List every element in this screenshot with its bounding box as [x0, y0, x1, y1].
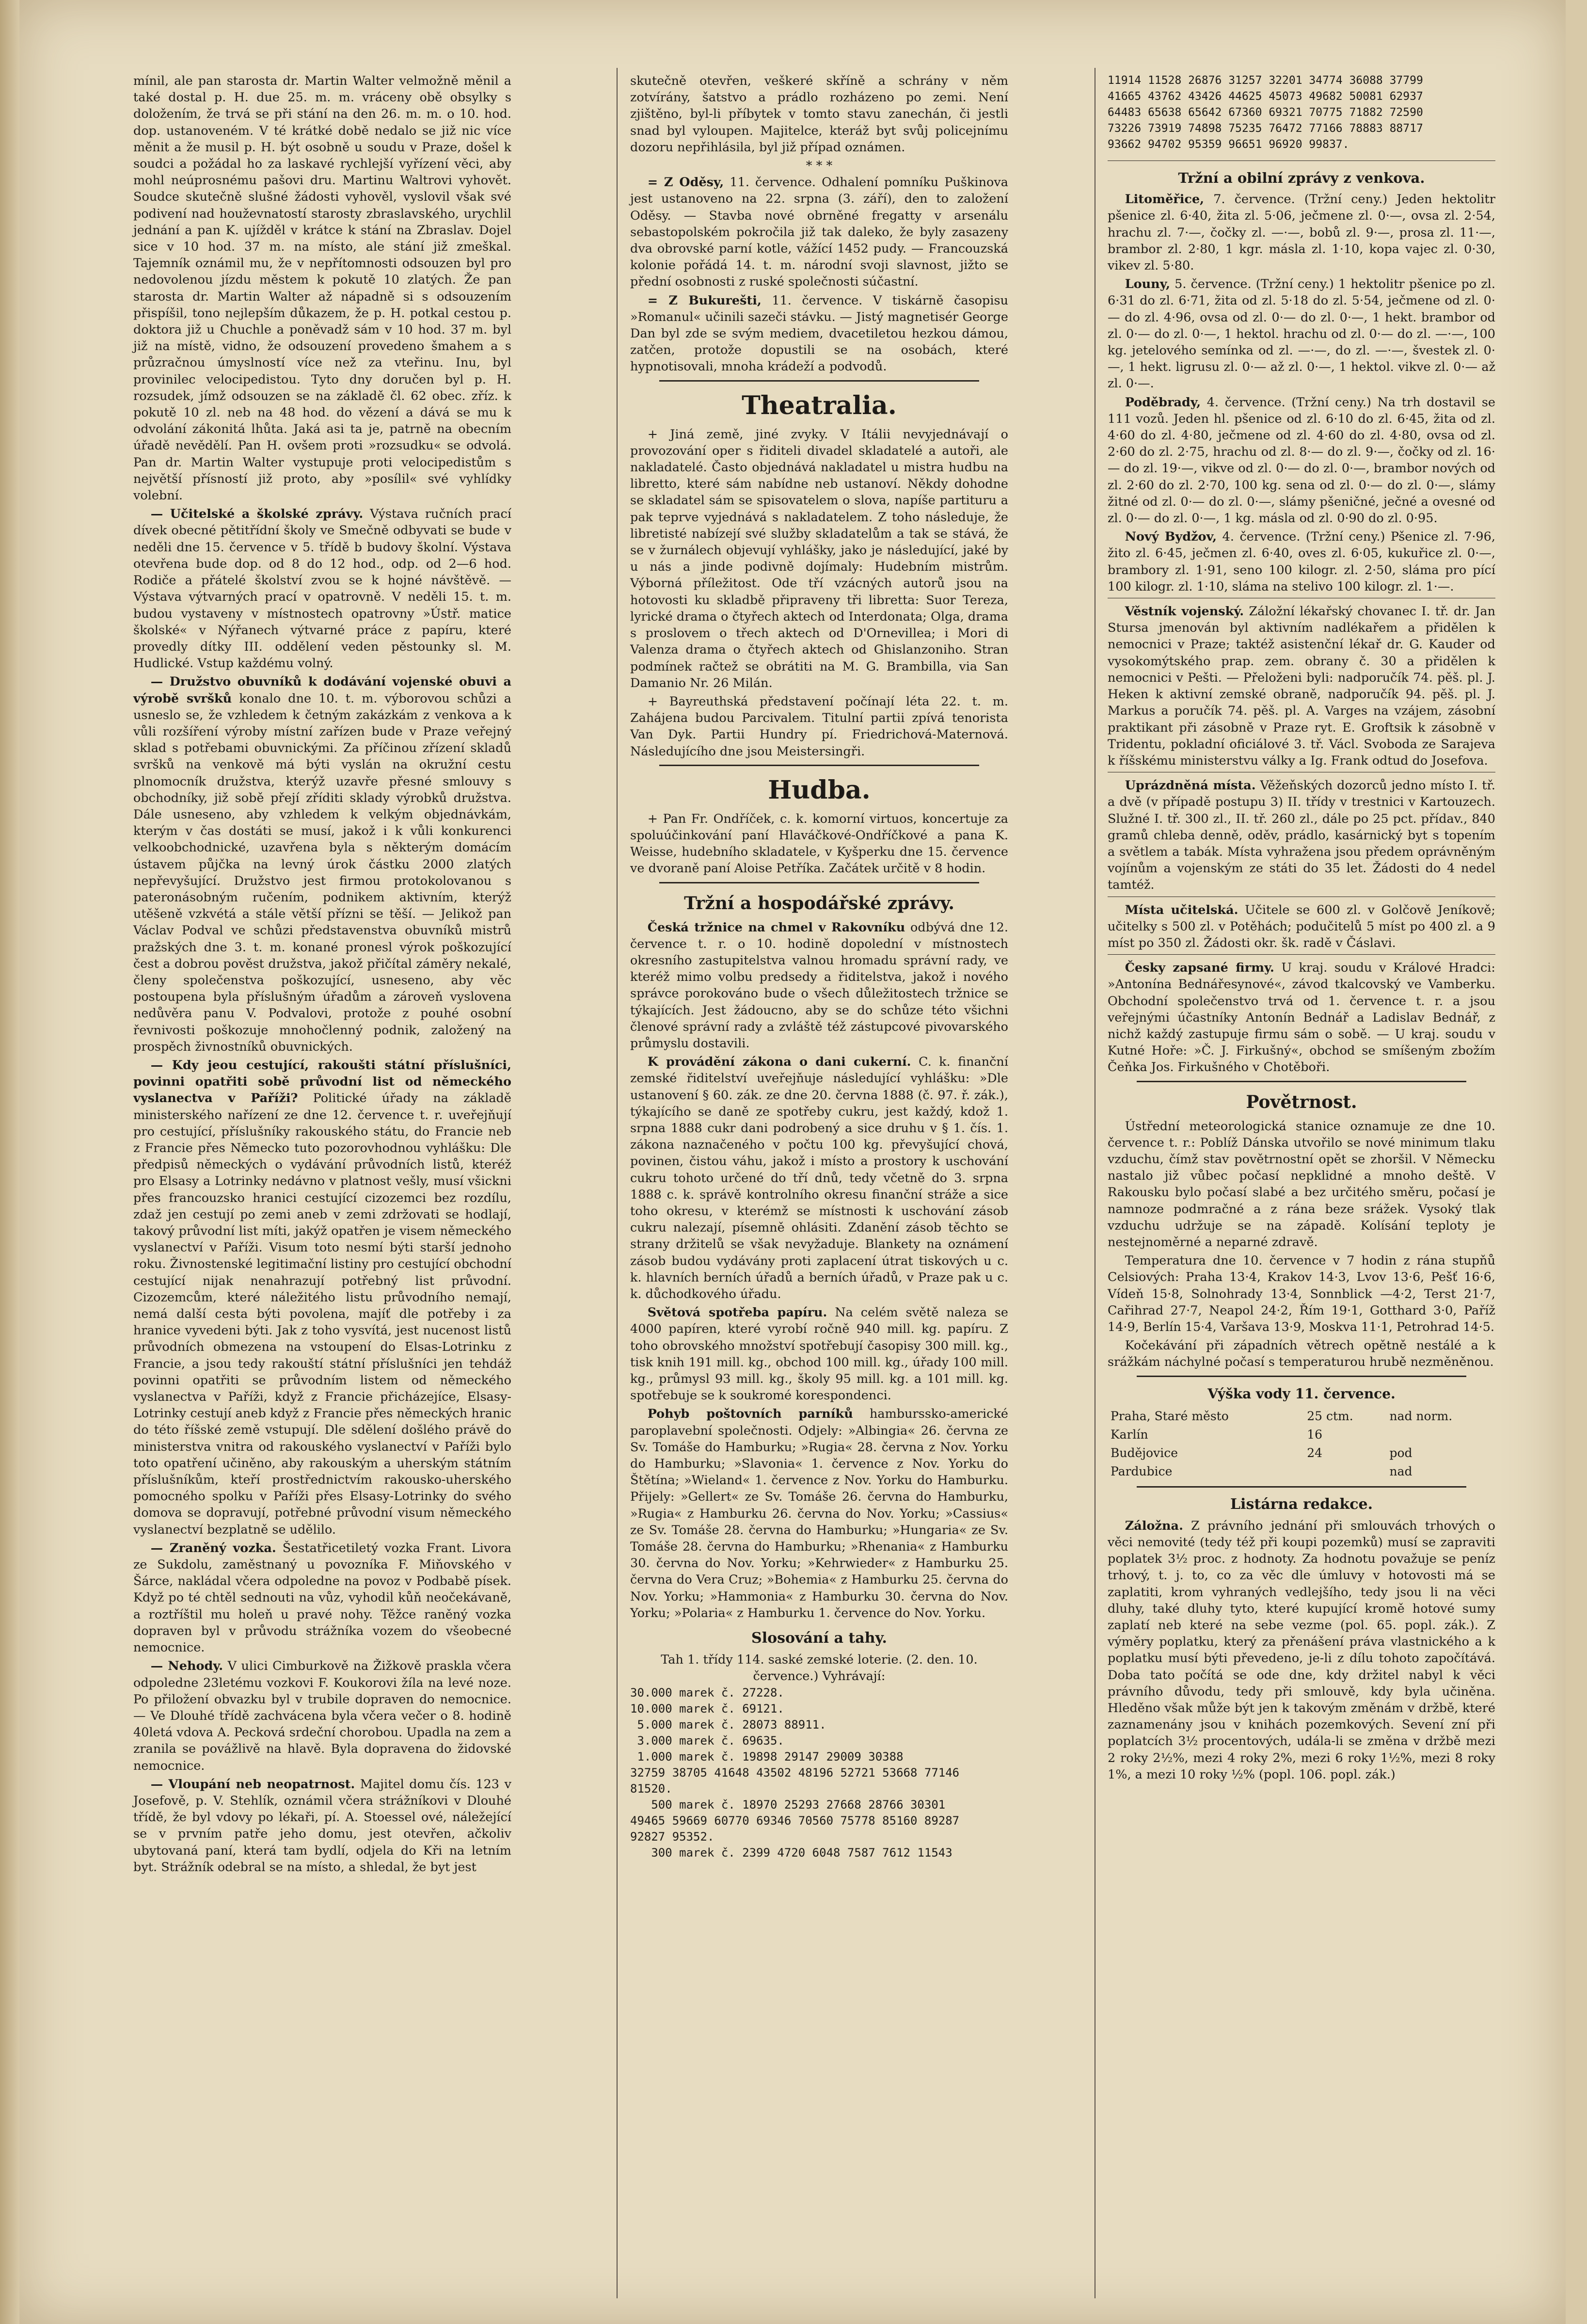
section-divider: [659, 882, 979, 883]
theatre-item: + Jiná země, jiné zvyky. V Itálii nevyjednávají o provozování oper s řiditeli divadel skladatelé a autoři, ale nakladatelé. Často objednává nakladatel u mistra hudbu na libretto, které sám nabídne neb ustanoví. Někdy dohodne se skladatel sám se spisovatelem o slova, napíše partituru a pak teprve vyjednává s nakladatelem. Z toho následuje, že libretisté nabízejí své služby skladatelům a tak se stává, že se v žurnálech objevují vyhlášky, jako je následující, jaké by u nás a jinde podivně dojímaly: Hudebním mistrům. Výborná příležitost. Ode tří vzácných autorů jsou na hotovosti ku skladbě připraveny tři libretta: Suor Tereza, lyrické drama o čtyřech aktech od Interdonata; Olga, drama s proslovem o třech aktech od D'Ornevillea; i Mori di Valenza drama o čtyřech aktech od Ghislanzoniho. Stran podmínek račtež se obrátiti na M. G. Brambilla, via San Damanio Nr. 26 Milán.: [630, 427, 1008, 690]
teacher-posts-text: Učitele se 600 zl. v Golčově Jeníkově; učitelky s 500 zl. v Potěhách; podučitelů 5 míst po 400 zl. a 9 míst po 350 zl. Žádosti okr. šk. radě v Čáslavi.: [1108, 902, 1495, 950]
music-item: + Pan Fr. Ondříček, c. k. komorní virtuos, koncertuje za spoluúčinkování paní Hlaváčkové-Ondříčkové a pana K. Weisse, hudebního skladatele, v Kyšperku dne 15. července ve dvoraně paní Aloise Petříka. Začátek určitě v 8 hodin.: [630, 811, 1008, 876]
news-item-head: — Nehody.: [150, 1659, 223, 1674]
news-item-text: V ulici Cimburkově na Žižkově praskla včera odpoledne 23letému vozkovi F. Koukorovi žíla na levé noze. Po přiložení obvazku byl v trubile dopraven do nemocnice. — Ve Dlouhé třídě zachvácena byla včera večer o 8. hodině 40letá vdova A. Pecková srdeční chorobou. Upadla na zem a zranila se povážlivě na hlavě. Byla dopravena do židovské nemocnice.: [133, 1659, 511, 1773]
market-item: [1108, 529, 1495, 595]
news-item: [133, 506, 511, 672]
section-title-slosovani: Slosování a tahy.: [751, 1630, 887, 1647]
news-item-head: — Učitelské a školské zprávy.: [150, 507, 364, 522]
table-cell: [1304, 1462, 1386, 1481]
news-item: [630, 1406, 1008, 1621]
section-title-listarna: Listárna redakce.: [1230, 1495, 1373, 1513]
table-cell: 24: [1307, 1446, 1323, 1460]
letter-reply: [1108, 1518, 1495, 1783]
news-item-text: 11. července. Odhalení pomníku Puškinova jest ustanoveno na 22. srpna (3. září), den to založení Oděsy. — Stavba nové obrněné fregatty v arsenálu sebastopolském pokročila již tak daleko, že byly zasazeny dva obrovské parní kotle, vážící 1452 pudy. — Francouzská kolonie pořádá 14. t. m. národní svoji slavnost, jižto se přední osobnosti z ruské společnosti súčastní.: [630, 175, 1008, 289]
water-level-table: [1108, 1407, 1495, 1481]
column-3: [1108, 73, 1495, 1785]
article-paragraph: mínil, ale pan starosta dr. Martin Walter velmožně měnil a také dostal p. H. due 25. m. m. vráceny obě obsylky s doložením, že trvá se při stání na den 26. m. m. o 10. hod. dop. ustanoveném. V té krátké době nedalo se již nic více měnit a že musil p. H. být osobně u soudu v Praze, došel k soudci a požádal ho za laskavé rychlejší vyřízení věci, aby mohl neúprosnému pašovi dru. Martinu Waltrovi vyhovět. Soudce skutečně slušné žádosti vyhověl, vyslovil však své podivení nad houževnatostí starosty zbraslavského, urychlil jednání a pan K. ujížděl v krátce k stání na Zbraslav. Dojel sice v 10 hod. 37 m. na místo, ale stání již zmeškal. Tajemník oznámil mu, že v nepřítomnosti odsouzen byl pro nedovolenou jízdu městem k pokutě 10 zlatých. Že pan starosta dr. Martin Walter až nápadně si s odsouzením přispíšil, tono nejlepším důkazem, že p. H. potkal cestou p. doktora již u Chuchle a poněvadž sám v 10 hod. 37 m. byl již na místě, vidno, že odsouzení provedeno šmahem a s průzračnou úmyslností více než za vteřinu. Inu, byl provinilec velocipedistou. Tyto dny doručen byl p. H. rozsudek, jímž odsouzen se na základě čl. 62 obec. zříz. k pokutě 10 zl. neb na 48 hod. do vězení a dává se mu k odvolání zákonitá lhůta. Jaká asi ta je, patrně na obecním úřadě nevědělí. Pan H. ovšem proti »rozsudku« se odvolá. Pan dr. Martin Walter vystupuje proti velocipedistům s největší přísností již proto, aby »posílil« své vyhlídky volební.: [133, 74, 511, 503]
news-item-text: Šestatřicetiletý vozka Frant. Livora ze Sukdolu, zaměstnaný u povozníka F. Miňovského v Šárce, nakládal včera odpoledne na povoz v Podbabě písek. Když po té chtěl sednouti na vůz, vyhodil kůň neočekávaně, a roztříštil mu holeň u pravé nohy. Těžce raněný vozka dopraven byl v průvodu strážníka vozem do všeobecné nemocnice.: [133, 1540, 511, 1655]
market-item-head: Poděbrady,: [1125, 395, 1201, 410]
section-divider: [1137, 1081, 1466, 1082]
registered-firms-head: Česky zapsané firmy.: [1125, 961, 1274, 976]
news-item: [630, 292, 1008, 375]
news-item: [133, 673, 511, 1055]
vacancies-text: Věžeňských dozorců jedno místo I. tř. a dvě (v případě postupu 3) II. třídy v trestnici v Kartouzech. Služné I. tř. 300 zl., II. tř. 260 zl., dále po 25 pct. přídav., 840 gramů chleba denně, oděv, prádlo, kasárnický byt s topením a světlem a tabák. Místa vyhražena jsou předem oprávněným vojínům a vojenským ze státi do 35 let. Žádosti do 4 nedel tamtéž.: [1108, 778, 1495, 893]
news-item: [630, 919, 1008, 1052]
table-cell: Praha, Staré město: [1111, 1409, 1229, 1423]
news-item-text: hamburssko-americké paroplavební společnosti. Odjely: »Albingia« 26. června ze Sv. Tomáše do Hamburku; »Rugia« 28. června z Nov. Yorku do Hamburku; »Slavonia« 1. července z Nov. Yorku do Štětína; »Wieland« 1. července z Nov. Yorku do Hamburku. Přijely: »Gellert« ze Sv. Tomáše 26. června do Hamburku, »Rugia« z Hamburku 26. června do Nov. Yorku; »Cassius« ze Sv. Tomáše 28. června do Hamburku; »Hungaria« ze Sv. Tomáše 28. června do Hamburku; »Rhenania« z Hamburku 30. června do Nov. Yorku; »Kehrwieder« z Hamburku 25. června do Vera Cruz; »Bohemia« z Hamburku 25. června do Nov. Yorku; »Hammonia« z Hamburku 30. června do Nov. Yorku; »Polaria« z Hamburku 1. července do Nov. Yorku.: [630, 1407, 1008, 1620]
teacher-posts-head: Místa učitelská.: [1125, 902, 1238, 917]
section-title-weather: Povětrnost.: [1246, 1091, 1357, 1112]
news-item-text: Výstava ručních prací dívek obecné pětitřídní školy ve Smečně odbyvati se bude v neděli dne 15. července v 5. třídě b budovy školní. Výstava otevřena bude dop. od 8 do 12 hod., odp. od 2—6 hod. Rodiče a přátelé školství zvou se k hojné návštěvě. — Výstava výtvarných prací v opatrovně. V neděli 15. t. m. budou vystaveny v místnostech opatrovny »Ústř. matice školské« v Nýřanech výtvarné práce z papíru, které provedly dítky III. oddělení veden pěstounky sl. M. Hudlické. Vstup každému volný.: [133, 507, 511, 671]
section-divider: [1108, 954, 1495, 955]
news-item-head: Světová spotřeba papíru.: [647, 1305, 827, 1320]
table-cell: nad norm.: [1389, 1409, 1453, 1423]
section-title-hudba: Hudba.: [768, 775, 871, 805]
section-divider: [659, 765, 979, 766]
news-item: [133, 1658, 511, 1774]
market-item-head: Litoměřice,: [1125, 192, 1205, 207]
table-cell: Budějovice: [1111, 1446, 1178, 1460]
military-news-head: Věstník vojenský.: [1125, 604, 1244, 619]
lottery-numbers: 11914 11528 26876 31257 32201 34774 36088 37799 41665 43762 43426 44625 45073 49682 50081 62937 64483 65638 65642 67360 69321 70775 71882 72590 73226 73919 74898 75235 76472 77166 78883 88717 93662 94702 95359 96651 96920 99837.: [1108, 74, 1423, 151]
registered-firms: [1108, 960, 1495, 1075]
section-divider: [659, 380, 979, 382]
newspaper-page: [19, 0, 1566, 2324]
military-news-text: Záložní lékařský chovanec I. tř. dr. Jan Stursa jmenován byl aktivním nadlékařem a přidělen k nemocnici v Praze; taktéž asistenční lékař dr. G. Kauder od vysokomýtského prap. zem. obrany č. 30 a přidělen k nemocnici v Pešti. — Přeloženi byli: nadporučík 74. pěš. pl. J. Heken k aktivní zemské obraně, nadporučík 94. pěš. pl. J. Markus a poručík 74. pěš. pl. A. Varges na vzájem, zásobní praktikant při zásobně v Praze ryt. E. Groftsik k zásobně v Tridentu, pokladní oficiálové 3. tř. Václ. Svoboda ze Sarajeva k říšskému ministerstvu války a Ig. Frank odtud do Josefova.: [1108, 604, 1496, 768]
weather-paragraph: Temperatura dne 10. července v 7 hodin z rána stupňů Celsiových: Praha 13·4, Krakov 14·3, Lvov 13·6, Pešť 16·6, Vídeň 15·8, Solnohrady 13·4, Sonnblick —4·2, Terst 21·7, Cařihrad 27·7, Neapol 24·2, Řím 19·1, Gotthard 3·0, Paříž 14·9, Berlín 15·4, Varšava 13·9, Moskva 11·1, Petrohrad 14·5.: [1108, 1253, 1495, 1334]
table-row: [1108, 1462, 1495, 1481]
news-item-head: Pohyb poštovních parníků: [647, 1407, 853, 1422]
table-row: [1108, 1426, 1495, 1444]
news-item-text: Na celém světě naleza se 4000 papíren, které vyrobí ročně 940 mill. kg. papíru. Z toho obrovského množství spotřebují časopisy 300 mill. kg., tisk knih 191 mill. kg., obchod 100 mill. kg., úřady 100 mill. kg., průmysl 93 mill. kg., školy 95 mill. kg. a 101 mill. kg. spotřebuje se k soukromé korespondenci.: [630, 1305, 1009, 1403]
military-news: [1108, 603, 1495, 769]
table-cell: Karlín: [1111, 1427, 1148, 1442]
market-item: [1108, 191, 1495, 274]
section-title-market: Tržní a obilní zprávy z venkova.: [1178, 170, 1425, 186]
table-row: [1108, 1407, 1495, 1426]
table-cell: Pardubice: [1111, 1464, 1173, 1479]
table-cell: 16: [1307, 1427, 1323, 1442]
news-item-text: konalo dne 10. t. m. výborovou schůzi a usneslo se, že vzhledem k četným zakázkám z venkova a k vůli rozšíření výroby místní zařízen bude v Praze veřejný sklad s potřebami obuvnickými. Za příčinou zřízení skladů svršků na venkově má býti vyslán na okružní cestu plnomocník družstva, kterýž uzavře přesné smlouvy s obchodníky, již sobě přejí zříditi sklady výrobků družstva. Dále usneseno, aby vzhledem k velkým objednávkám, kterým v čas dostáti se musí, jakož i k vůli konkurenci velkoobchodnické, uzavřena byla s některým domácím ústavem půjčka na levný úrok částku 2000 zlatých nepřevyšující. Družstvo jest firmou protokolovanou s pateronásobným ručením, podnikem aktivním, kterýž utěšeně vzkvétá a stále větší přízni se těší. — Jelikož pan Václav Podval ve schůzi představenstva obuvníků mistrů pražských dne 3. t. m. konané pronesl výrok poškozující čest a dobrou pověst družstva, jakož přičítal záměry nekalé, členy společenstva poškozující, usneseno, aby věc postoupena byla příslušným úřadům a zároveň vyslovena nedůvěra panu V. Podvalovi, protože z pouhé osobní řevnivosti poškozuje mnohočlenný podnik, založený na prospěch živnostníků obuvnických.: [133, 691, 511, 1054]
news-item-text: odbývá dne 12. července t. r. o 10. hodině dopolední v místnostech okresního zastupitelstva valnou hromadu správní rady, ve kteréž mimo volbu predsedy a řiditelstva, jakož i nového správce porokováno bude o všech důležitostech tržnice se týkajících. Jest žádoucno, aby se do schůze této všichni členové správní rady a zvláště též zástupcové pivovarského průmyslu dostavili.: [630, 920, 1008, 1051]
weather-paragraph: Ústřední meteorologická stanice oznamuje ze dne 10. července t. r.: Poblíž Dánska utvořilo se nové minimum tlaku vzduchu, čímž stav povětrnostní opět se zhoršil. V Německu nastalo již vůbec počasí nepklidné a mnoho deště. V Rakousku bylo počasí slabé a bez určitého směru, počasí je namnoze podmračné a z rána beze srážek. Vysoký tlak vzduchu udržuje se na západě. Kolísání teploty je nestejnoměrné a neparné zdravě.: [1108, 1119, 1495, 1250]
column-1: [133, 73, 511, 1877]
section-title-theatralia: Theatralia.: [742, 390, 897, 420]
news-item-head: — Zraněný vozka.: [150, 1540, 276, 1555]
news-item: [630, 1304, 1008, 1404]
market-item-head: Louny,: [1125, 277, 1170, 292]
vacancies: [1108, 777, 1495, 893]
market-item: [1108, 276, 1495, 392]
lottery-results: 30.000 marek č. 27228. 10.000 marek č. 69121. 5.000 marek č. 28073 88911. 3.000 marek č. 69635. 1.000 marek č. 19898 29147 29009 30388 32759 38705 41648 43502 48196 52721 53668 77146 81520. 500 marek č. 18970 25293 27668 28766 30301 49465 59669 60770 69346 70560 75778 85160 89287 92827 95352. 300 marek č. 2399 4720 6048 7587 7612 11543: [630, 1685, 960, 1859]
market-item-text: 5. července. (Tržní ceny.) 1 hektolitr pšenice po zl. 6·31 do zl. 6·71, žita od zl. 5·18 do zl. 5·54, ječmene od zl. 0·— do zl. 4·96, ovsa od zl. 0·— do zl. 0·—, 1 hekt. brambor od zl. 0·— do zl. 0·—, 1 hektol. hrachu od zl. 0·— do zl. —·—, 100 kg. jetelového semínka od zl. —·—, do zl. —·—, švestek zl. 0·—, 1 hekt. ligrusu zl. 0·— až zl. 0·—, 1 hektol. vikve zl. 0·— až zl. 0·—.: [1108, 277, 1495, 391]
table-cell: 25 ctm.: [1307, 1409, 1353, 1423]
news-item: [133, 1057, 511, 1538]
news-item-head: = Z Oděsy,: [647, 175, 724, 190]
letter-reply-head: Záložna.: [1125, 1518, 1183, 1533]
section-divider: [1137, 1486, 1466, 1488]
section-stars: * * *: [806, 159, 833, 174]
section-divider: [1137, 1376, 1466, 1377]
news-item: [133, 1540, 511, 1656]
section-divider: [1108, 160, 1495, 161]
news-item-text: 11. července. V tiskárně časopisu »Romanul« učinili sazeči stávku. — Jistý magnetisér George Dan byl zde se svým mediem, dvacetiletou hezkou dámou, zatčen, protože dopustili se na osobách, které hypnotisovali, mnoha krádeží a podvodů.: [630, 293, 1008, 374]
weather-paragraph: Kočekávání při západních větrech opětně nestálé a k srážkám náchylné počasí s temperaturou hrubě nezměněnou.: [1108, 1338, 1495, 1370]
news-item-text: Politické úřady na základě ministerského nařízení ze dne 12. července t. r. uveřejňují pro cestující, příslušníky rakouského státu, do Francie neb z Francie přes Německo tuto pozorovhodnou vyhlášku: Dle předpisů německých o vydávání průvodních listů, kteréž pro Elsasy a Lotrinky nedávno v platnost vešly, musí všickni přes francouzsko hranici cestující cizozemci bez rozdílu, zdaž jen cestují po zemi aneb v zemi zdržovati se hodlají, takový průvodní list míti, jakýž opatřen je visem německého vyslanectví v Paříži. Visum toto nesmí býti starší jednoho roku. Živnostenské legitimační listiny pro cestující obchodní cestující nijak nenahrazují potřebný list průvodní. Cizozemcům, které náležitého listu průvodního nemají, nemá další cesta býti povolena, majíť dle potřeby i za hranice vyvedeni býti. Jak z toho vysvítá, jest nucenost listů průvodních obmezena na vstoupení do Elsas-Lotrinku z Francie, a jsou tedy rakouští státní příslušníci jen tehdáž povinni opatřiti se průvodním listem od německého vyslanectva v Paříži, když z Francie přicházejíce, Elsasy-Lotrinky cestují aneb když z Francie přes německých hranic do této říšské země vstupují. Dle sdělení došlého právě do ministerstva vnitra od rakouského vyslanectví v Paříži bylo toto opatření učiněno, aby rakouským a uherským státním příslušníkům, kteří prostřednictvím rakousko-uherského pomocného spolku v Paříži přes Elsasy-Lotrinky do svého domova se dopravují, potřebné průvodní visum německého vyslanectví bezplatně se udělilo.: [133, 1091, 511, 1537]
teacher-posts: [1108, 902, 1495, 952]
news-item-head: — Kdy jeou cestující, rakoušti státní příslušníci, povinni opatřiti sobě průvodní list od německého vyslanectva v Paříži?: [133, 1058, 511, 1106]
section-title-water: Výška vody 11. července.: [1207, 1385, 1396, 1402]
letter-reply-text: Z právního jednání při smlouvách trhových o věci nemovité (tedy též při koupi pozemků) musí se zapraviti poplatek 3½ proc. z hodnoty. Za hodnotu považuje se peníz trhový, t. j. to, co za věc dle úmluvy v hotovosti má se zaplatiti, krom vyhraných vedlejšího, tedy jsou li na věci dluhy, také dluhy tyto, které kupující kromě hotové sumy zaplatí neb které na sebe vezme (pol. 65. popl. zák.). Z výměry poplatku, který za přenášení práva vlastnického a k poplatku musí býti převedeno, je-li z dílu tohoto započítává. Doba tato počítá se ode dne, kdy držitel nabyl k věci právního důvodu, tedy při smlouvě, kdy byla učiněna. Hleděno však může být jen k takovým změnám v držbě, které zaznamenány jsou v knihách pozemkových. Sevení zní při poplatcích 3½ procentových, udála-li se změna v držbě mezi 2 roky 2½%, mezi 4 roky 2%, mezi 6 roky 1½%, mezi 8 roky 1%, a mezi 10 roky ½% (popl. 106. popl. zák.): [1108, 1518, 1495, 1782]
table-cell: pod: [1389, 1446, 1412, 1460]
section-title-trzni: Tržní a hospodářské zprávy.: [684, 893, 954, 914]
news-item-head: K provádění zákona o dani cukerní.: [647, 1055, 911, 1070]
news-item-head: — Vloupání neb neopatrnost.: [150, 1777, 355, 1792]
news-item-head: Česká tržnice na chmel v Rakovníku: [647, 920, 905, 935]
news-item-text: Majitel domu čís. 123 v Josefově, p. V. Stehlík, oznámil včera strážníkovi v Dlouhé třídě, že byl vdovy po lékaři, pí. A. Stoessel ové, náležející se v prvním patře jeho domu, jest otevřen, ačkoliv ubytovaná paní, která tam bydlí, odjela do Kři na letním byt. Strážník odebral se na místo, a shledal, že byt jest: [133, 1777, 511, 1875]
registered-firms-text: U kraj. soudu v Králové Hradci: »Antonína Bednářesynové«, závod tkalcovský ve Vamberku. Obchodní společenstvo trvá od 1. července t. r. a jsou veřejnými účastníky Antonín Bednář a Ladislav Bednář, z nichž každý zastupuje firmu sám o sobě. — U kraj. soudu v Kutné Hoře: »Č. J. Firkušný«, obchod se smíšeným zbožím Čeňka Jos. Firkušného v Chotěboři.: [1108, 961, 1495, 1075]
market-item-text: 7. července. (Tržní ceny.) Jeden hektolitr pšenice zl. 6·40, žita zl. 5·06, ječmene zl. 0·—, ovsa zl. 2·54, hrachu zl. 7·—, čočky zl. —·—, bobů zl. 9·—, prosa zl. 11·—, brambor zl. 2·80, 1 kgr. másla zl. 1·10, kopa vajec zl. 0·30, vikev zl. 5·80.: [1108, 192, 1495, 273]
market-item-text: 4. července. (Tržní ceny.) Pšenice zl. 7·96, žito zl. 6·45, ječmen zl. 6·40, oves zl. 6·05, kukuřice zl. 0·—, brambory zl. 1·91, seno 100 kilogr. zl. 2·50, sláma pro pící 100 kilogr. zl. 1·10, sláma na stelivo 100 kilogr. zl. 1·—.: [1108, 529, 1495, 594]
news-item-head: = Z Bukurešti,: [647, 293, 762, 308]
table-row: [1108, 1444, 1495, 1462]
table-cell: nad: [1389, 1464, 1412, 1479]
news-item-text: C. k. finanční zemské řiditelství uveřejňuje následující vyhlášku: »Dle ustanovení § 60. zák. ze dne 20. června 1888 (č. 97. ř. zák.), týkajícího se daně ze spotřeby cukru, jest každý, kdož 1. srpna 1888 cukr dani podrobený a sice druhu v § 1. čís. 1. zákona naznačeného v počtu 100 kg. převyšující chová, povinen, čistou váhu, jakož i místo a prostory k uschování cukru tohoto určené do tří dnů, tedy včetně do 3. srpna 1888 c. k. správě kontrolního okresu finanční stráže a sice toho okresu, v kterémž se místnosti k uschování zásob cukru nalezají, písemně ohlásiti. Zdanění zásob těchto se strany držitelů se však nevyžaduje. Blankety na oznámení zásob budou vydávány proti zaplacení útrat tiskových u c. k. hlavních berních úřadů a berních úřadů, v Praze pak u c. k. důchodkového úřadu.: [630, 1055, 1008, 1301]
market-item-head: Nový Bydžov,: [1125, 529, 1217, 545]
article-paragraph: skutečně otevřen, veškeré skříně a schrány v něm zotvírány, šatstvo a prádlo rozházeno po zemi. Není zjištěno, byl-li příbytek v tomto stavu zanechán, či jestli snad byl vyloupen. Majitelce, kteráž byt svůj policejnímu dozoru nepřihlásila, byl již případ oznámen.: [630, 74, 1008, 155]
market-item: [1108, 394, 1495, 527]
column-2: [630, 73, 1008, 1861]
column-rule: [617, 68, 618, 2298]
vacancies-head: Uprázdněná místa.: [1125, 778, 1256, 793]
news-item: [630, 174, 1008, 290]
table-cell: [1386, 1426, 1495, 1444]
news-item-head: — Družstvo obuvníků k dodávání vojenské obuvi a výrobě svršků: [133, 674, 511, 706]
news-item: [630, 1054, 1008, 1302]
news-item: [133, 1776, 511, 1875]
market-item-text: 4. července. (Tržní ceny.) Na trh dostavil se 111 vozů. Jeden hl. pšenice od zl. 6·10 do zl. 6·45, žita od zl. 4·60 do zl. 4·80, ječmene od zl. 4·60 do zl. 4·80, ovsa od zl. 2·60 do zl. 2·75, hrachu od zl. 8·— do zl. 9·—, čočky od zl. 16·— do zl. 19·—, vikve od zl. 0·— do zl. 0·—, brambor nových od zl. 2·60 do zl. 2·70, 100 kg. sena od zl. 0·— do zl. 0·—, slámy žitné od zl. 0·— do zl. 0·—, slámy pšeničné, ječné a ovesné od zl. 0·— do zl. 0·—, 1 kg. másla od zl. 0·90 do zl. 0·95.: [1108, 395, 1495, 526]
page-edge: [0, 0, 19, 2324]
theatre-item: + Bayreuthská představení počínají léta 22. t. m. Zahájena budou Parcivalem. Titulní partii zpívá tenorista Van Dyk. Partii Hundry pí. Friedrichová-Maternová. Následujícího dne jsou Meistersingři.: [630, 694, 1008, 759]
lottery-intro: Tah 1. třídy 114. saské zemské loterie. (2. den. 10. července.) Vyhrávají:: [661, 1652, 978, 1684]
